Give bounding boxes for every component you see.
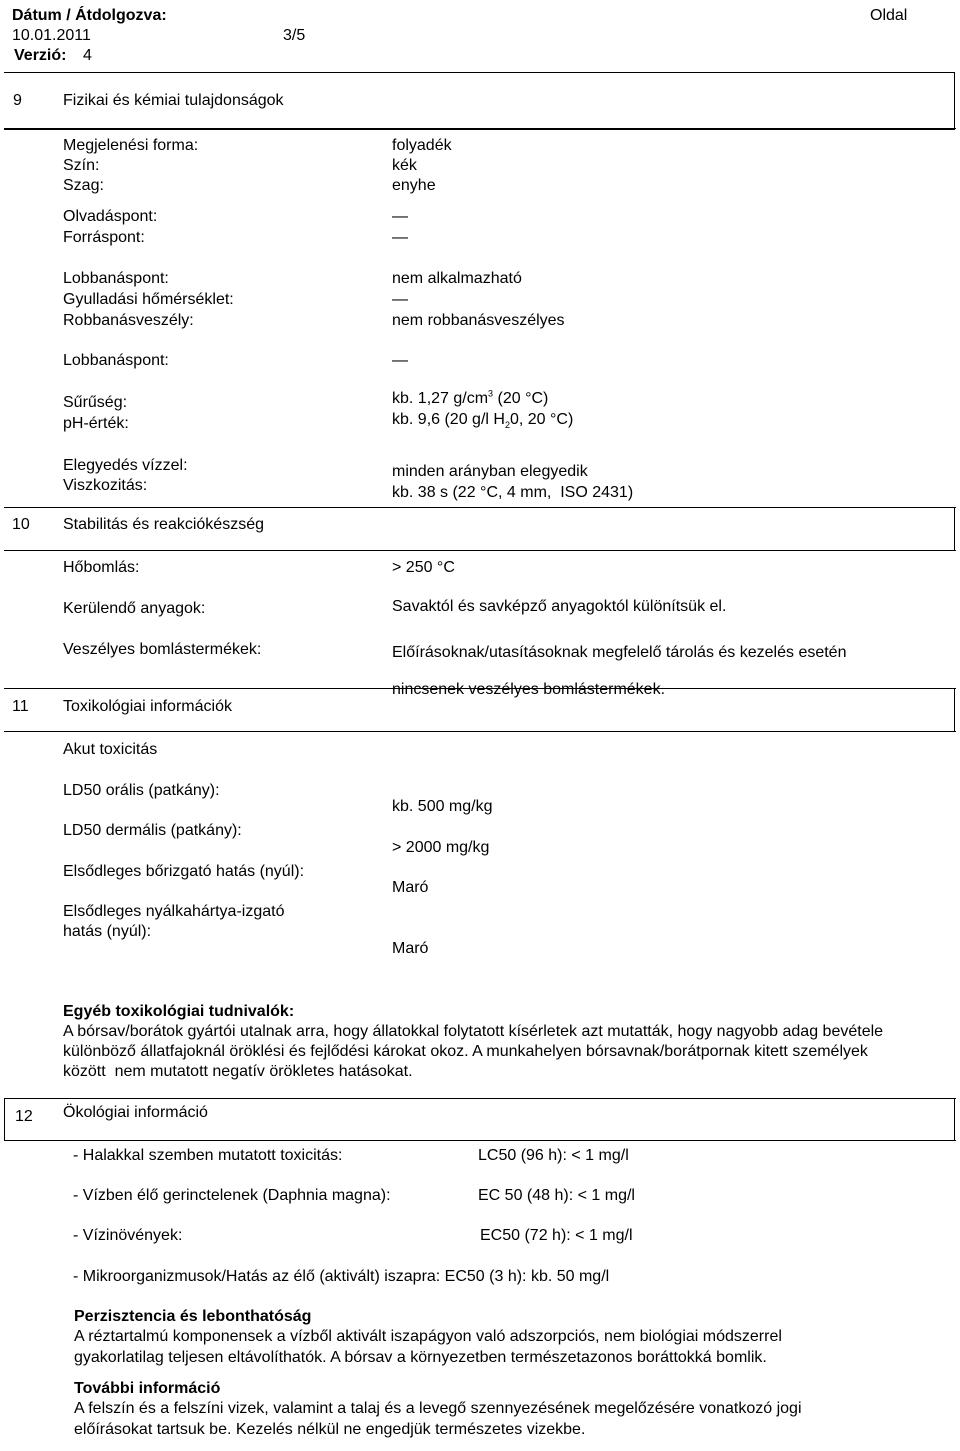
label-hazardous-decomposition: Veszélyes bomlástermékek: [63,641,262,658]
persistence-line-2: gyakorlatilag teljesen eltávolíthatók. A bórsav a környezetben természetazonos boráttokká bomlik. [74,1349,767,1366]
value-fish-toxicity: LC50 (96 h): < 1 mg/l [478,1147,629,1164]
section-11-bottom-line [4,731,956,732]
value-miscibility: minden arányban elegyedik [392,463,588,480]
label-daphnia: - Vízben élő gerinctelenek (Daphnia magna): [73,1187,391,1204]
section-11-right-edge [954,688,955,731]
label-melting-point: Olvadáspont: [63,208,158,225]
value-odor: enyhe [392,177,436,194]
label-fish-toxicity: - Halakkal szemben mutatott toxicitás: [73,1147,343,1164]
label-appearance: Megjelenési forma: [63,137,199,154]
label-flash-point: Lobbanáspont: [63,270,169,287]
label-flash-point-2: Lobbanáspont: [63,352,169,369]
value-hazardous-decomposition: Előírásoknak/utasításoknak megfelelő tárolás és kezelés esetén [392,644,847,661]
value-daphnia: EC 50 (48 h): < 1 mg/l [478,1187,635,1204]
other-tox-line-3: között nem mutatott negatív örökletes hatásokat. [63,1063,413,1080]
section-12-bottom-line [4,1140,956,1141]
value-ignition-temp: — [392,291,408,308]
value-explosion-hazard: nem robbanásveszélyes [392,312,565,329]
value-melting-point: — [392,208,408,225]
value-density: kb. 1,27 $g/cm^3$ (20 °C) [392,388,549,407]
section-11-number: 11 [12,698,29,715]
section-12-number: 12 [15,1108,33,1125]
label-ph: pH-érték: [63,415,129,432]
page-number: 3/5 [283,27,306,44]
value-hazardous-decomposition-2: nincsenek veszélyes bomlástermékek. [392,681,666,698]
microorganisms-line: - Mikroorganizmusok/Hatás az élő (aktivált) iszapra: EC50 (3 h): kb. 50 mg/l [73,1268,610,1285]
value-thermal-decomposition: > 250 °C [392,559,455,576]
value-materials-to-avoid: Savaktól és savképző anyagoktól különítsük el. [392,598,727,615]
further-info-line-2: előírásokat tartsuk be. Kezelés nélkül ne engedjük természetes vizekbe. [74,1421,586,1438]
date-label: Dátum / Átdolgozva: [12,7,167,24]
value-flash-point: nem alkalmazható [392,270,522,287]
acute-toxicity-heading: Akut toxicitás [63,741,158,758]
value-ld50-oral: kb. 500 mg/kg [392,798,493,815]
value-ld50-dermal: > 2000 mg/kg [392,839,490,856]
section-10-bottom-line [4,550,956,551]
other-tox-heading: Egyéb toxikológiai tudnivalók: [63,1003,295,1020]
section-11-title: Toxikológiai információk [63,698,232,715]
section-9-title: Fizikai és kémiai tulajdonságok [63,92,284,109]
section-10-number: 10 [12,516,30,533]
persistence-heading: Perzisztencia és lebonthatóság [74,1308,312,1325]
section-11-top-line [4,688,956,689]
value-skin-irritation: Maró [392,879,429,896]
value-boiling-point: — [392,229,408,246]
further-info-heading: További információ [74,1380,221,1397]
other-tox-line-2: különböző állatfajoknál öröklési és fejlődési károkat okoz. A munkahelyen bórsavnak/borátpornak kitett személyek [63,1043,868,1060]
value-color: kék [392,157,417,174]
value-aquatic-plants: EC50 (72 h): < 1 mg/l [480,1227,633,1244]
label-skin-irritation: Elsődleges bőrizgató hatás (nyúl): [63,863,305,880]
label-color: Szín: [63,157,100,174]
label-odor: Szag: [63,177,104,194]
section-12-top-line [4,1098,956,1099]
value-flash-point-2: — [392,352,408,369]
version-label: Verzió: [14,47,67,64]
value-mucous-irritation: Maró [392,940,429,957]
label-ignition-temp: Gyulladási hőmérséklet: [63,291,234,308]
other-tox-line-1: A bórsav/borátok gyártói utalnak arra, hogy állatokkal folytatott kísérletek azt mutatták, hogy nagyobb adag bevétele [63,1023,884,1040]
label-explosion-hazard: Robbanásveszély: [63,312,194,329]
version-value: 4 [83,47,92,64]
label-mucous-irritation: Elsődleges nyálkahártya-izgató hatás (nyúl): [63,903,285,940]
label-ld50-oral: LD50 orális (patkány): [63,782,220,799]
label-aquatic-plants: - Vízinövények: [73,1227,183,1244]
label-ld50-dermal: LD50 dermális (patkány): [63,822,242,839]
section-10-right-edge [954,507,955,550]
label-miscibility: Elegyedés vízzel: [63,457,188,474]
label-materials-to-avoid: Kerülendő anyagok: [63,600,206,617]
value-appearance: folyadék [392,137,452,154]
further-info-line-1: A felszín és a felszíni vizek, valamint a talaj és a levegő szennyezésének megelőzésére vonatkozó jogi [74,1400,802,1417]
section-10-top-line [4,507,956,508]
label-boiling-point: Forráspont: [63,229,145,246]
date-value: 10.01.2011 [12,27,91,44]
section-12-left-edge [4,1098,5,1140]
page-label: Oldal [870,7,908,24]
section-12-title: Ökológiai információ [63,1104,208,1121]
label-thermal-decomposition: Hőbomlás: [63,559,140,576]
value-ph: kb. 9,6 (20 g/l $H_20$, 20 °C) [392,411,574,431]
section-9-number: 9 [13,92,22,109]
label-viscosity: Viszkozitás: [63,477,148,494]
section-12-right-edge [954,1098,955,1140]
value-viscosity: kb. 38 s (22 °C, 4 mm, ISO 2431) [392,484,634,501]
label-density: Sűrűség: [63,394,128,411]
section-10-title: Stabilitás és reakciókészség [63,516,264,533]
section-9-divider [4,128,956,129]
persistence-line-1: A réztartalmú komponensek a vízből aktivált iszapágyon való adszorpciós, nem biológiai módszerrel [74,1328,782,1345]
